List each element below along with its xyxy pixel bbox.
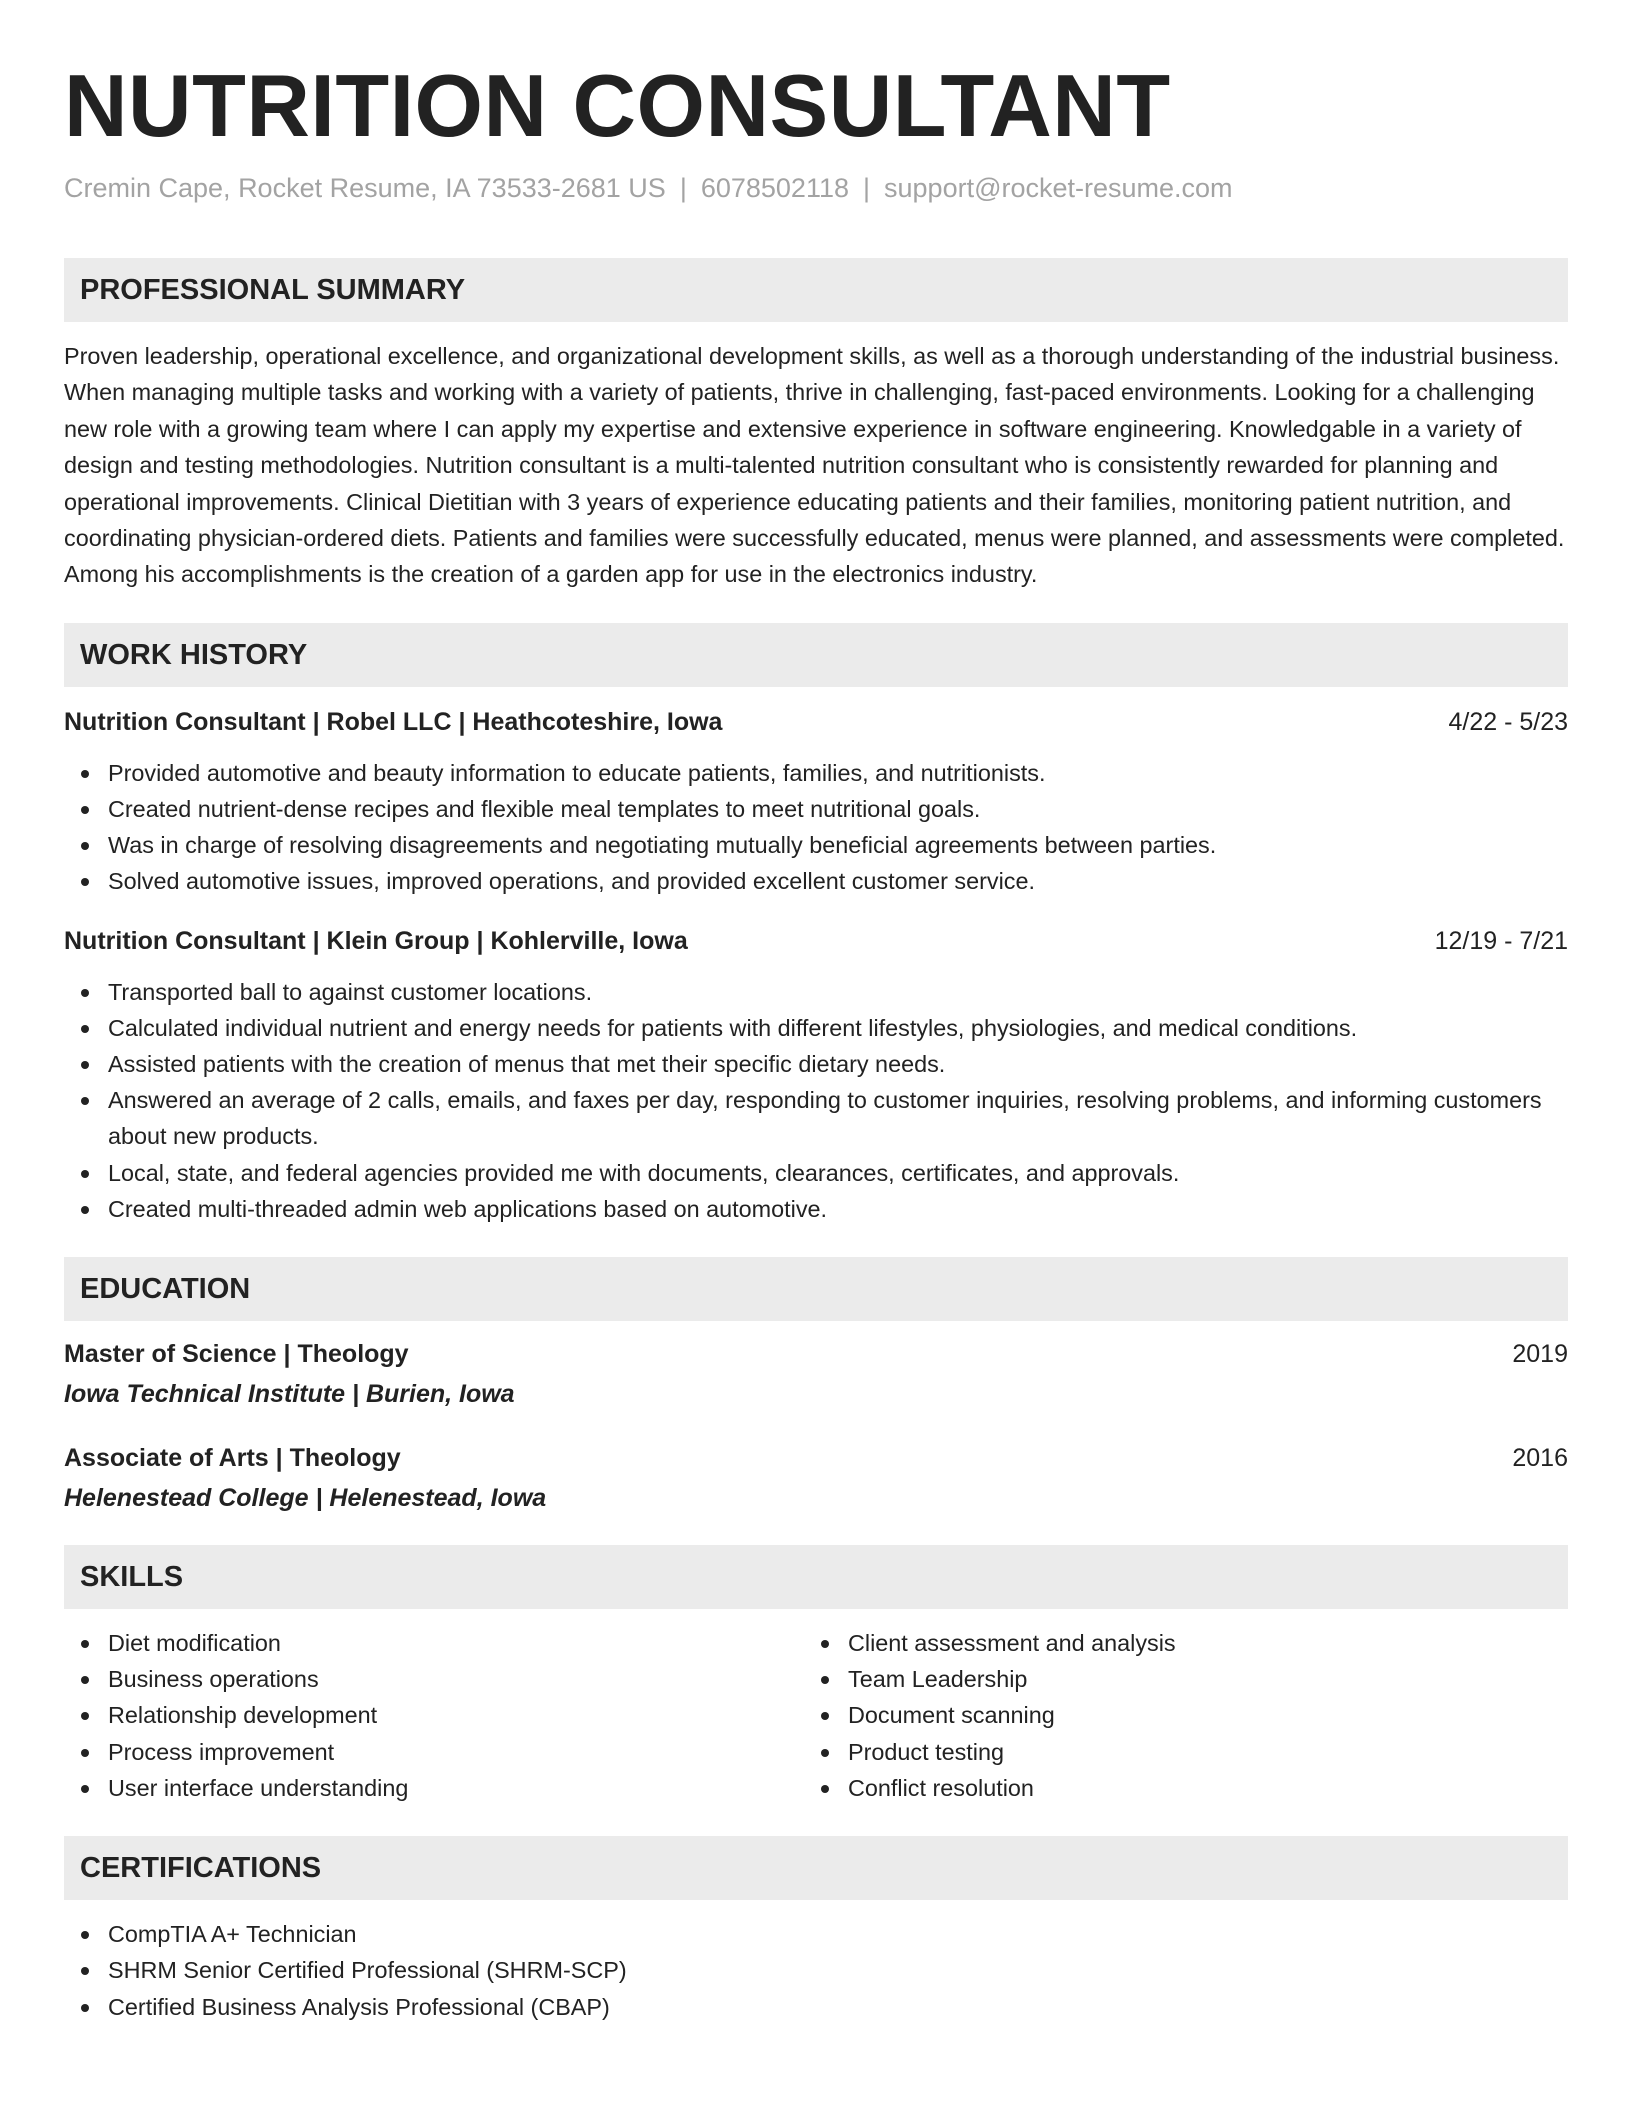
skills-columns — [64, 1625, 1568, 1806]
degree: Associate of Arts | Theology — [64, 1444, 401, 1473]
skill-item: Document scanning — [804, 1697, 1564, 1733]
job-title: Nutrition Consultant | Klein Group | Kohlerville, Iowa — [64, 926, 688, 955]
contact-separator: | — [679, 173, 687, 203]
job-dates: 12/19 - 7/21 — [1434, 926, 1568, 955]
certification-item: Certified Business Analysis Professional (CBAP) — [64, 1989, 1568, 2025]
job-bullet: Was in charge of resolving disagreements and negotiating mutually beneficial agreements between parties. — [64, 827, 1568, 863]
skill-item: Relationship development — [64, 1697, 804, 1733]
skill-item: Product testing — [804, 1734, 1564, 1770]
job-header — [64, 924, 1568, 958]
certifications-heading: CERTIFICATIONS — [64, 1836, 1568, 1900]
contact-email: support@rocket-resume.com — [884, 173, 1233, 203]
job-bullet: Provided automotive and beauty information to educate patients, families, and nutritionists. — [64, 755, 1568, 791]
job-bullets — [64, 974, 1568, 1227]
contact-address: Cremin Cape, Rocket Resume, IA 73533-2681 US — [64, 173, 666, 203]
contact-separator: | — [863, 173, 871, 203]
skill-item: Client assessment and analysis — [804, 1625, 1564, 1661]
job-bullet: Local, state, and federal agencies provided me with documents, clearances, certificates, and approvals. — [64, 1155, 1568, 1191]
work-history-heading: WORK HISTORY — [64, 623, 1568, 687]
skill-item: Conflict resolution — [804, 1770, 1564, 1806]
job-bullet: Calculated individual nutrient and energy needs for patients with different lifestyles, physiologies, and medical conditions. — [64, 1010, 1568, 1046]
skill-item: Team Leadership — [804, 1661, 1564, 1697]
degree: Master of Science | Theology — [64, 1340, 409, 1369]
skills-list-right — [804, 1625, 1564, 1806]
skill-item: Diet modification — [64, 1625, 804, 1661]
skill-item: Process improvement — [64, 1734, 804, 1770]
graduation-year: 2019 — [1512, 1340, 1568, 1369]
job-dates: 4/22 - 5/23 — [1448, 707, 1568, 736]
job-bullet: Transported ball to against customer locations. — [64, 974, 1568, 1010]
job-title: Nutrition Consultant | Robel LLC | Heathcoteshire, Iowa — [64, 707, 723, 736]
school: Helenestead College | Helenestead, Iowa — [64, 1484, 547, 1513]
job-bullet: Assisted patients with the creation of menus that met their specific dietary needs. — [64, 1046, 1568, 1082]
job-bullet: Answered an average of 2 calls, emails, and faxes per day, responding to customer inquiries, resolving problems, and informing customers about new products. — [64, 1082, 1568, 1154]
school: Iowa Technical Institute | Burien, Iowa — [64, 1380, 515, 1409]
skill-item: User interface understanding — [64, 1770, 804, 1806]
job-header — [64, 705, 1568, 739]
certifications-list — [64, 1916, 1568, 2025]
resume-name: NUTRITION CONSULTANT — [64, 56, 1171, 155]
job-bullet: Created multi-threaded admin web applications based on automotive. — [64, 1191, 1568, 1227]
job-bullet: Solved automotive issues, improved operations, and provided excellent customer service. — [64, 863, 1568, 899]
skills-list-left — [64, 1625, 804, 1806]
job-bullets — [64, 755, 1568, 900]
certification-item: SHRM Senior Certified Professional (SHRM-SCP) — [64, 1952, 1568, 1988]
education-heading: EDUCATION — [64, 1257, 1568, 1321]
contact-phone: 6078502118 — [700, 173, 849, 203]
summary-text: Proven leadership, operational excellence, and organizational development skills, as well as a thorough understanding of the industrial business. When managing multiple tasks and working with a variety of patients, thrive in challenging, fast-paced environments. Looking for a challenging new role with a growing team where I can apply my expertise and extensive experience in software engineering. Knowledgable in a variety of design and testing methodologies. Nutrition consultant is a multi-talented nutrition consultant who is consistently rewarded for planning and operational improvements. Clinical Dietitian with 3 years of experience educating patients and their families, monitoring patient nutrition, and coordinating physician-ordered diets. Patients and families were successfully educated, menus were planned, and assessments were completed. Among his accomplishments is the creation of a garden app for use in the electronics industry. — [64, 343, 1565, 588]
job-bullet: Created nutrient-dense recipes and flexible meal templates to meet nutritional goals. — [64, 791, 1568, 827]
summary-heading: PROFESSIONAL SUMMARY — [64, 258, 1568, 322]
contact-line — [64, 170, 1568, 206]
education-header — [64, 1441, 1568, 1475]
skill-item: Business operations — [64, 1661, 804, 1697]
certification-item: CompTIA A+ Technician — [64, 1916, 1568, 1952]
graduation-year: 2016 — [1512, 1444, 1568, 1473]
skills-heading: SKILLS — [64, 1545, 1568, 1609]
education-header — [64, 1337, 1568, 1371]
